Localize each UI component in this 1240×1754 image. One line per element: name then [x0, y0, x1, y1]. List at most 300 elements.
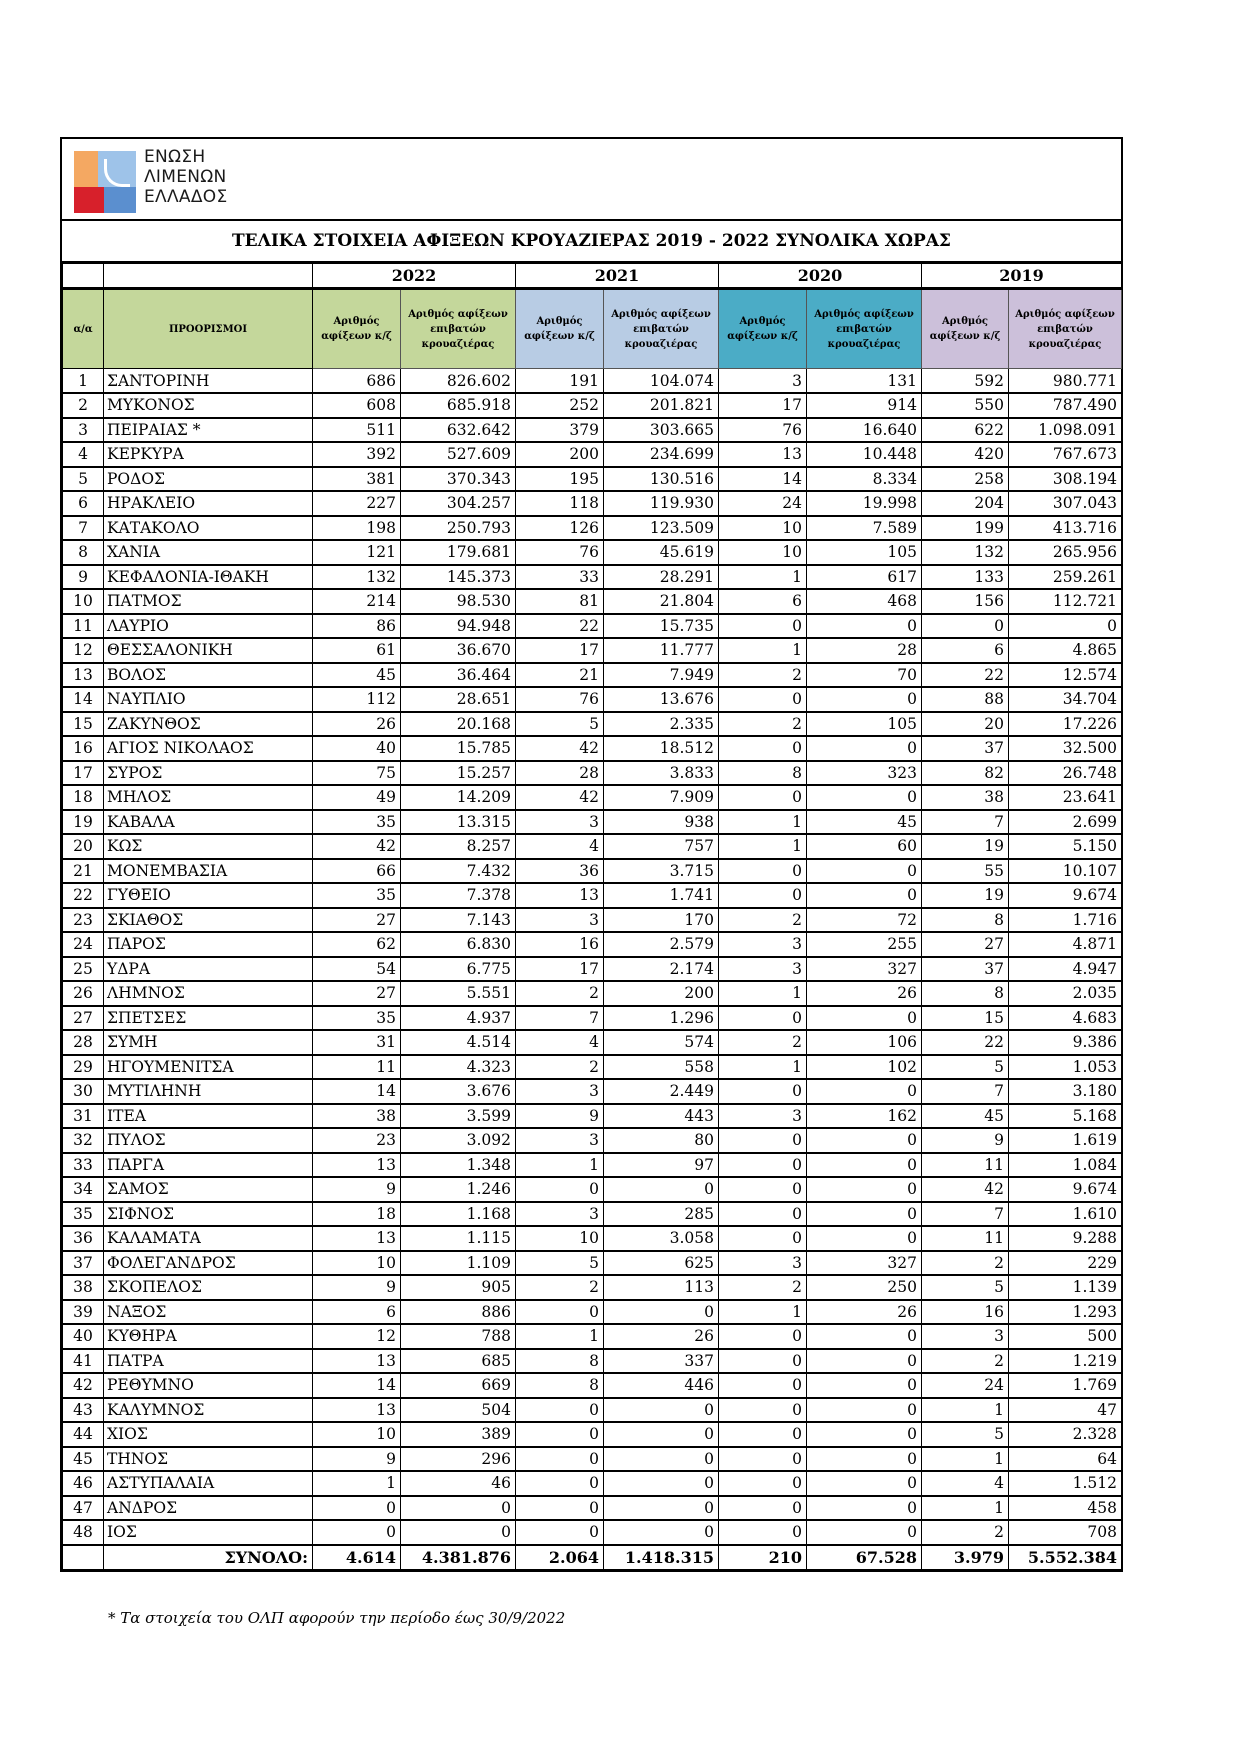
ships-2019: 199 — [922, 516, 1009, 541]
pax-2022: 4.937 — [401, 1006, 516, 1031]
pax-2022: 7.143 — [401, 908, 516, 933]
pax-2020: 0 — [807, 687, 922, 712]
ships-2020: 3 — [719, 932, 807, 957]
pax-2021: 0 — [604, 1177, 719, 1202]
row-index: 2 — [63, 393, 104, 418]
ships-2021: 42 — [516, 736, 604, 761]
row-index: 29 — [63, 1055, 104, 1080]
row-index: 10 — [63, 589, 104, 614]
ships-2021: 379 — [516, 418, 604, 443]
pax-2019: 307.043 — [1009, 491, 1122, 516]
pax-2019: 64 — [1009, 1447, 1122, 1472]
pax-2019: 1.293 — [1009, 1300, 1122, 1325]
pax-2019: 708 — [1009, 1520, 1122, 1545]
ships-2021: 9 — [516, 1104, 604, 1129]
ships-2021: 252 — [516, 393, 604, 418]
pax-2022: 98.530 — [401, 589, 516, 614]
table-row — [63, 1300, 1122, 1325]
pax-2020: 72 — [807, 908, 922, 933]
pax-2019: 32.500 — [1009, 736, 1122, 761]
pax-2020: 0 — [807, 1128, 922, 1153]
pax-2019-header: Αριθμός αφίξεων επιβατών κρουαζιέρας — [1009, 289, 1122, 369]
pax-2021: 7.949 — [604, 663, 719, 688]
pax-2022: 6.775 — [401, 957, 516, 982]
pax-2019: 2.699 — [1009, 810, 1122, 835]
ships-2022: 62 — [313, 932, 401, 957]
column-header-row — [63, 289, 1122, 369]
row-index: 30 — [63, 1079, 104, 1104]
ships-2019: 3 — [922, 1324, 1009, 1349]
ships-2022: 35 — [313, 1006, 401, 1031]
pax-2021: 285 — [604, 1202, 719, 1227]
ships-2020: 0 — [719, 687, 807, 712]
table-row — [63, 663, 1122, 688]
ships-2019: 22 — [922, 1030, 1009, 1055]
total-blank — [63, 1545, 104, 1570]
ships-2020: 0 — [719, 1226, 807, 1251]
total-pax-2019: 5.552.384 — [1009, 1545, 1122, 1570]
pax-2020: 0 — [807, 785, 922, 810]
total-pax-2022: 4.381.876 — [401, 1545, 516, 1570]
table-row — [63, 1324, 1122, 1349]
ships-2022: 35 — [313, 883, 401, 908]
destination-name: ΓΥΘΕΙΟ — [104, 883, 313, 908]
ships-2021: 0 — [516, 1447, 604, 1472]
pax-2021: 0 — [604, 1496, 719, 1521]
pax-2021: 3.715 — [604, 859, 719, 884]
row-index: 23 — [63, 908, 104, 933]
pax-2020: 0 — [807, 1079, 922, 1104]
pax-2021: 0 — [604, 1422, 719, 1447]
ships-2021: 1 — [516, 1324, 604, 1349]
pax-2019: 1.053 — [1009, 1055, 1122, 1080]
ships-2020: 2 — [719, 1030, 807, 1055]
pax-2021: 13.676 — [604, 687, 719, 712]
destination-name: ΣΚΙΑΘΟΣ — [104, 908, 313, 933]
table-row — [63, 1520, 1122, 1545]
table-row — [63, 1006, 1122, 1031]
destination-name: ΜΥΤΙΛΗΝΗ — [104, 1079, 313, 1104]
ships-2022: 54 — [313, 957, 401, 982]
total-label: ΣΥΝΟΛΟ: — [104, 1545, 313, 1570]
ships-2021: 4 — [516, 834, 604, 859]
pax-2021: 28.291 — [604, 565, 719, 590]
ships-2021: 36 — [516, 859, 604, 884]
pax-2020: 106 — [807, 1030, 922, 1055]
pax-2019: 5.150 — [1009, 834, 1122, 859]
pax-2021: 0 — [604, 1447, 719, 1472]
table-row — [63, 761, 1122, 786]
destination-name: ΚΥΘΗΡΑ — [104, 1324, 313, 1349]
ships-2021: 21 — [516, 663, 604, 688]
ships-2022: 27 — [313, 981, 401, 1006]
destination-name: ΡΟΔΟΣ — [104, 467, 313, 492]
destination-name: ΣΑΝΤΟΡΙΝΗ — [104, 369, 313, 394]
pax-2022: 370.343 — [401, 467, 516, 492]
destination-name: ΡΕΘΥΜΝΟ — [104, 1373, 313, 1398]
ships-2019: 1 — [922, 1398, 1009, 1423]
blank-header — [104, 264, 313, 289]
destination-name: ΣΙΦΝΟΣ — [104, 1202, 313, 1227]
ships-2022: 13 — [313, 1226, 401, 1251]
ships-2020: 0 — [719, 1079, 807, 1104]
destination-name: ΝΑΞΟΣ — [104, 1300, 313, 1325]
pax-2020: 0 — [807, 1153, 922, 1178]
row-index: 40 — [63, 1324, 104, 1349]
destination-name: ΠΑΡΓΑ — [104, 1153, 313, 1178]
pax-2019: 34.704 — [1009, 687, 1122, 712]
ships-2021: 3 — [516, 1128, 604, 1153]
pax-2020: 468 — [807, 589, 922, 614]
pax-2019: 265.956 — [1009, 540, 1122, 565]
pax-2019: 9.674 — [1009, 1177, 1122, 1202]
ships-2019: 550 — [922, 393, 1009, 418]
ships-2019: 1 — [922, 1496, 1009, 1521]
pax-2019: 2.035 — [1009, 981, 1122, 1006]
pax-2020: 0 — [807, 1006, 922, 1031]
row-index: 16 — [63, 736, 104, 761]
pax-2020: 0 — [807, 736, 922, 761]
pax-2020: 70 — [807, 663, 922, 688]
ships-2020: 76 — [719, 418, 807, 443]
pax-2022: 886 — [401, 1300, 516, 1325]
pax-2019: 3.180 — [1009, 1079, 1122, 1104]
table-row — [63, 1422, 1122, 1447]
pax-2022: 46 — [401, 1471, 516, 1496]
table-row — [63, 1447, 1122, 1472]
pax-2021: 0 — [604, 1300, 719, 1325]
ships-2022: 40 — [313, 736, 401, 761]
pax-2020: 45 — [807, 810, 922, 835]
ships-2020: 0 — [719, 1471, 807, 1496]
row-index: 34 — [63, 1177, 104, 1202]
destinations-header: ΠΡΟΟΡΙΣΜΟΙ — [104, 289, 313, 369]
pax-2021: 45.619 — [604, 540, 719, 565]
pax-2019: 1.219 — [1009, 1349, 1122, 1374]
pax-2020: 0 — [807, 1447, 922, 1472]
destination-name: ΠΑΤΜΟΣ — [104, 589, 313, 614]
ships-2021: 2 — [516, 981, 604, 1006]
row-index: 46 — [63, 1471, 104, 1496]
destination-name: ΣΚΟΠΕΛΟΣ — [104, 1275, 313, 1300]
ships-2019: 45 — [922, 1104, 1009, 1129]
row-index: 33 — [63, 1153, 104, 1178]
ships-2022: 10 — [313, 1251, 401, 1276]
ships-2022: 392 — [313, 442, 401, 467]
ships-2020: 10 — [719, 540, 807, 565]
pax-2022: 0 — [401, 1520, 516, 1545]
row-index: 47 — [63, 1496, 104, 1521]
pax-2021: 7.909 — [604, 785, 719, 810]
table-row — [63, 1373, 1122, 1398]
pax-2022: 685.918 — [401, 393, 516, 418]
pax-2022: 6.830 — [401, 932, 516, 957]
ships-2019: 20 — [922, 712, 1009, 737]
destination-name: ΒΟΛΟΣ — [104, 663, 313, 688]
ships-2020: 6 — [719, 589, 807, 614]
ships-2020: 3 — [719, 369, 807, 394]
ships-2020: 0 — [719, 614, 807, 639]
pax-2021: 97 — [604, 1153, 719, 1178]
pax-2019: 1.619 — [1009, 1128, 1122, 1153]
table-row — [63, 565, 1122, 590]
table-row — [63, 1202, 1122, 1227]
row-index: 13 — [63, 663, 104, 688]
pax-2022: 13.315 — [401, 810, 516, 835]
ships-2021: 3 — [516, 810, 604, 835]
ships-2019: 258 — [922, 467, 1009, 492]
table-body — [63, 369, 1122, 1545]
ships-2020: 13 — [719, 442, 807, 467]
ships-2021: 0 — [516, 1496, 604, 1521]
ships-2021: 118 — [516, 491, 604, 516]
ships-2022: 35 — [313, 810, 401, 835]
table-row — [63, 957, 1122, 982]
enosi-limenon-logo-icon — [74, 151, 136, 213]
ships-2019: 133 — [922, 565, 1009, 590]
pax-2021: 170 — [604, 908, 719, 933]
ships-2022: 9 — [313, 1177, 401, 1202]
pax-2019: 259.261 — [1009, 565, 1122, 590]
pax-2019: 0 — [1009, 614, 1122, 639]
arrivals-table — [62, 263, 1122, 1570]
pax-2019: 2.328 — [1009, 1422, 1122, 1447]
ships-2022: 38 — [313, 1104, 401, 1129]
pax-2019: 1.084 — [1009, 1153, 1122, 1178]
ships-2021: 2 — [516, 1275, 604, 1300]
pax-2020: 0 — [807, 1202, 922, 1227]
pax-2022: 788 — [401, 1324, 516, 1349]
row-index: 1 — [63, 369, 104, 394]
pax-2022: 632.642 — [401, 418, 516, 443]
ships-2021: 0 — [516, 1398, 604, 1423]
ships-2020: 0 — [719, 1520, 807, 1545]
pax-2020: 105 — [807, 540, 922, 565]
pax-2019: 4.871 — [1009, 932, 1122, 957]
destination-name: ΘΕΣΣΑΛΟΝΙΚΗ — [104, 638, 313, 663]
pax-2019: 9.386 — [1009, 1030, 1122, 1055]
ships-2019: 42 — [922, 1177, 1009, 1202]
pax-2019: 1.769 — [1009, 1373, 1122, 1398]
pax-2020: 0 — [807, 1471, 922, 1496]
ships-2022: 9 — [313, 1447, 401, 1472]
ships-2019: 622 — [922, 418, 1009, 443]
ships-2022: 14 — [313, 1079, 401, 1104]
ships-2019: 592 — [922, 369, 1009, 394]
table-row — [63, 736, 1122, 761]
pax-2019: 308.194 — [1009, 467, 1122, 492]
table-row — [63, 638, 1122, 663]
table-row — [63, 859, 1122, 884]
pax-2020: 26 — [807, 981, 922, 1006]
ships-2021: 3 — [516, 1079, 604, 1104]
destination-name: ΤΗΝΟΣ — [104, 1447, 313, 1472]
pax-2022: 527.609 — [401, 442, 516, 467]
ships-2019: 27 — [922, 932, 1009, 957]
pax-2022: 3.092 — [401, 1128, 516, 1153]
table-row — [63, 785, 1122, 810]
ships-2022: 23 — [313, 1128, 401, 1153]
total-pax-2021: 1.418.315 — [604, 1545, 719, 1570]
table-row — [63, 614, 1122, 639]
destination-name: ΑΓΙΟΣ ΝΙΚΟΛΑΟΣ — [104, 736, 313, 761]
pax-2021: 2.449 — [604, 1079, 719, 1104]
ships-2019: 2 — [922, 1349, 1009, 1374]
row-index: 41 — [63, 1349, 104, 1374]
pax-2022: 28.651 — [401, 687, 516, 712]
pax-2022: 296 — [401, 1447, 516, 1472]
pax-2021: 1.741 — [604, 883, 719, 908]
ships-2021: 195 — [516, 467, 604, 492]
ships-2020: 3 — [719, 1251, 807, 1276]
ships-2020: 14 — [719, 467, 807, 492]
ships-2020: 1 — [719, 1055, 807, 1080]
table-row — [63, 810, 1122, 835]
ships-2019: 88 — [922, 687, 1009, 712]
pax-2022: 685 — [401, 1349, 516, 1374]
table-row — [63, 687, 1122, 712]
ships-2021: 3 — [516, 1202, 604, 1227]
ships-2021: 200 — [516, 442, 604, 467]
ships-2019: 37 — [922, 957, 1009, 982]
table-row — [63, 442, 1122, 467]
ships-2022: 608 — [313, 393, 401, 418]
blank-header — [63, 264, 104, 289]
row-index: 6 — [63, 491, 104, 516]
pax-2019: 5.168 — [1009, 1104, 1122, 1129]
ships-2022: 1 — [313, 1471, 401, 1496]
pax-2020: 102 — [807, 1055, 922, 1080]
ships-2021: 8 — [516, 1373, 604, 1398]
table-row — [63, 393, 1122, 418]
pax-2019: 9.288 — [1009, 1226, 1122, 1251]
pax-2021: 625 — [604, 1251, 719, 1276]
destination-name: ΚΕΦΑΛΟΝΙΑ-ΙΘΑΚΗ — [104, 565, 313, 590]
ships-2021: 76 — [516, 687, 604, 712]
ships-2022: 45 — [313, 663, 401, 688]
pax-2021: 130.516 — [604, 467, 719, 492]
table-row — [63, 908, 1122, 933]
ships-2020: 2 — [719, 663, 807, 688]
destination-name: ΛΑΥΡΙΟ — [104, 614, 313, 639]
pax-2022: 179.681 — [401, 540, 516, 565]
pax-2020: 0 — [807, 1398, 922, 1423]
ships-2020: 0 — [719, 1496, 807, 1521]
ships-2019: 5 — [922, 1055, 1009, 1080]
total-ships-2020: 210 — [719, 1545, 807, 1570]
ships-2022: 132 — [313, 565, 401, 590]
destination-name: ΙΟΣ — [104, 1520, 313, 1545]
table-row — [63, 1104, 1122, 1129]
ships-2022: 66 — [313, 859, 401, 884]
row-index: 19 — [63, 810, 104, 835]
ships-2020: 0 — [719, 1177, 807, 1202]
ships-2019: 204 — [922, 491, 1009, 516]
ships-2019: 132 — [922, 540, 1009, 565]
ships-2021: 191 — [516, 369, 604, 394]
ships-2019: 19 — [922, 834, 1009, 859]
ships-2019: 38 — [922, 785, 1009, 810]
pax-2020: 0 — [807, 859, 922, 884]
ships-2021: 3 — [516, 908, 604, 933]
pax-2022: 36.464 — [401, 663, 516, 688]
ships-2020: 0 — [719, 1006, 807, 1031]
pax-2020: 0 — [807, 883, 922, 908]
pax-2021: 337 — [604, 1349, 719, 1374]
ships-2019: 1 — [922, 1447, 1009, 1472]
destination-name: ΜΗΛΟΣ — [104, 785, 313, 810]
table-row — [63, 1177, 1122, 1202]
pax-2022: 7.378 — [401, 883, 516, 908]
pax-2020: 0 — [807, 1422, 922, 1447]
pax-2021: 2.579 — [604, 932, 719, 957]
total-ships-2022: 4.614 — [313, 1545, 401, 1570]
pax-2021: 201.821 — [604, 393, 719, 418]
ships-2019: 19 — [922, 883, 1009, 908]
ships-2020: 2 — [719, 712, 807, 737]
ships-2020: 1 — [719, 834, 807, 859]
pax-2019: 1.512 — [1009, 1471, 1122, 1496]
pax-2020: 0 — [807, 1520, 922, 1545]
pax-2021: 119.930 — [604, 491, 719, 516]
pax-2019: 12.574 — [1009, 663, 1122, 688]
pax-2021: 104.074 — [604, 369, 719, 394]
pax-2022: 1.168 — [401, 1202, 516, 1227]
pax-2019: 980.771 — [1009, 369, 1122, 394]
ships-2021: 22 — [516, 614, 604, 639]
pax-2022-header: Αριθμός αφίξεων επιβατών κρουαζιέρας — [401, 289, 516, 369]
row-index: 31 — [63, 1104, 104, 1129]
pax-2020: 60 — [807, 834, 922, 859]
table-row — [63, 1153, 1122, 1178]
ships-2020: 2 — [719, 1275, 807, 1300]
pax-2019: 1.716 — [1009, 908, 1122, 933]
ships-2019: 2 — [922, 1520, 1009, 1545]
pax-2019: 229 — [1009, 1251, 1122, 1276]
ships-2020: 0 — [719, 785, 807, 810]
table-row — [63, 1079, 1122, 1104]
pax-2021: 234.699 — [604, 442, 719, 467]
pax-2022: 5.551 — [401, 981, 516, 1006]
row-index: 39 — [63, 1300, 104, 1325]
ships-2019: 11 — [922, 1153, 1009, 1178]
destination-name: ΣΥΡΟΣ — [104, 761, 313, 786]
pax-2020: 0 — [807, 1226, 922, 1251]
destination-name: ΦΟΛΕΓΑΝΔΡΟΣ — [104, 1251, 313, 1276]
pax-2020: 255 — [807, 932, 922, 957]
pax-2020: 0 — [807, 1349, 922, 1374]
destination-name: ΚΩΣ — [104, 834, 313, 859]
pax-2021: 18.512 — [604, 736, 719, 761]
row-index: 11 — [63, 614, 104, 639]
table-row — [63, 491, 1122, 516]
ships-2022: 13 — [313, 1398, 401, 1423]
ships-2020: 0 — [719, 1324, 807, 1349]
ships-2022: 381 — [313, 467, 401, 492]
ships-2021: 7 — [516, 1006, 604, 1031]
pax-2022: 1.109 — [401, 1251, 516, 1276]
ships-2022: 13 — [313, 1349, 401, 1374]
destination-name: ΑΣΤΥΠΑΛΑΙΑ — [104, 1471, 313, 1496]
row-index: 17 — [63, 761, 104, 786]
ships-2020: 3 — [719, 957, 807, 982]
pax-2022: 7.432 — [401, 859, 516, 884]
ships-2020: 24 — [719, 491, 807, 516]
ships-2022: 198 — [313, 516, 401, 541]
row-index: 8 — [63, 540, 104, 565]
ships-2021: 28 — [516, 761, 604, 786]
pax-2022: 94.948 — [401, 614, 516, 639]
